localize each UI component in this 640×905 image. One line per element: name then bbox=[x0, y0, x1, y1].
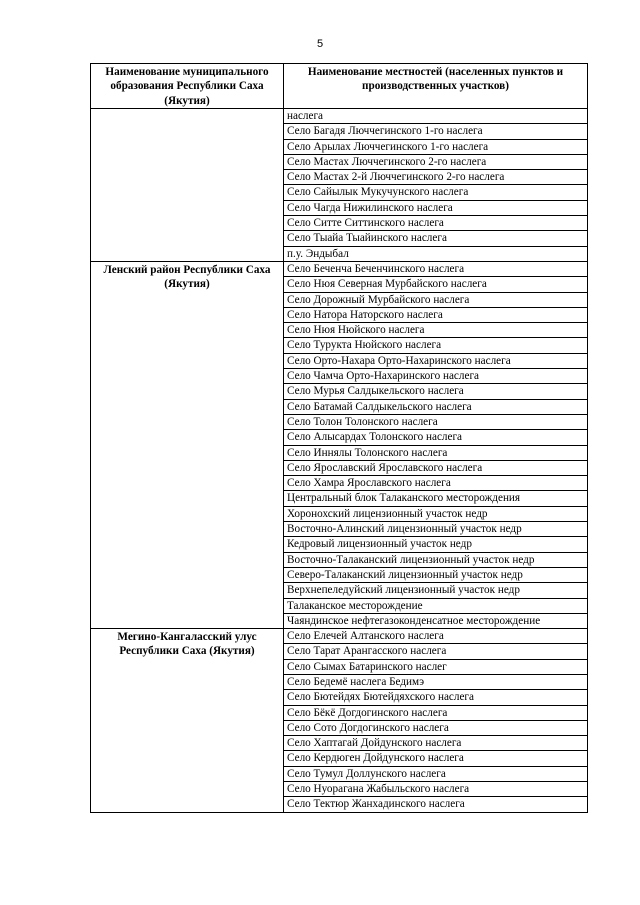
location-cell: Село Нуорагана Жабыльского наслега bbox=[284, 782, 588, 797]
location-cell: Село Тумул Доллунского наслега bbox=[284, 766, 588, 781]
location-cell: Село Бёкё Догдогинского наслега bbox=[284, 705, 588, 720]
location-cell: Село Хаптагай Дойдунского наслега bbox=[284, 736, 588, 751]
location-cell: Село Чамча Орто-Нахаринского наслега bbox=[284, 369, 588, 384]
location-cell: Село Тыайа Тыайинского наслега bbox=[284, 231, 588, 246]
location-cell: Село Батамай Салдыкельского наслега bbox=[284, 399, 588, 414]
location-cell: Село Мурья Салдыкельского наслега bbox=[284, 384, 588, 399]
table-body bbox=[91, 109, 588, 813]
location-cell: Село Орто-Нахара Орто-Нахаринского наслега bbox=[284, 353, 588, 368]
table-row bbox=[91, 109, 588, 124]
municipality-cell: Ленский район Республики Саха (Якутия) bbox=[91, 261, 284, 628]
location-cell: Село Алысардах Толонского наслега bbox=[284, 430, 588, 445]
location-cell: Восточно-Талаканский лицензионный участок недр bbox=[284, 552, 588, 567]
location-cell: Село Сымах Батаринского наслег bbox=[284, 659, 588, 674]
header-locations: Наименование местностей (населенных пунктов и производственных участков) bbox=[284, 64, 588, 109]
location-cell: Село Бютейдях Бютейдяхского наслега bbox=[284, 690, 588, 705]
table-row bbox=[91, 261, 588, 276]
location-cell: Село Багадя Люччегинского 1-го наслега bbox=[284, 124, 588, 139]
location-cell: Кедровый лицензионный участок недр bbox=[284, 537, 588, 552]
location-cell: Село Турукта Нюйского наслега bbox=[284, 338, 588, 353]
location-cell: Село Бедемё наслега Бедимэ bbox=[284, 674, 588, 689]
location-cell: Село Тектюр Жанхадинского наслега bbox=[284, 797, 588, 812]
table-row bbox=[91, 629, 588, 644]
page-number: 5 bbox=[316, 38, 324, 50]
location-cell: Хоронохский лицензионный участок недр bbox=[284, 506, 588, 521]
location-cell: Село Нюя Северная Мурбайского наслега bbox=[284, 277, 588, 292]
municipality-cell bbox=[91, 109, 284, 262]
location-cell: Село Елечей Алтанского наслега bbox=[284, 629, 588, 644]
location-cell: Село Мастах 2-й Люччегинского 2-го наслега bbox=[284, 170, 588, 185]
location-cell: Село Дорожный Мурбайского наслега bbox=[284, 292, 588, 307]
location-cell: Восточно-Алинский лицензионный участок недр bbox=[284, 522, 588, 537]
location-cell: Село Мастах Люччегинского 2-го наслега bbox=[284, 154, 588, 169]
location-cell: Чаяндинское нефтегазоконденсатное месторождение bbox=[284, 613, 588, 628]
location-cell: Село Натора Наторского наслега bbox=[284, 307, 588, 322]
location-cell: Село Тарат Арангасского наслега bbox=[284, 644, 588, 659]
location-cell: Талаканское месторождение bbox=[284, 598, 588, 613]
location-cell: Село Толон Толонского наслега bbox=[284, 414, 588, 429]
location-cell: Верхнепеледуйский лицензионный участок недр bbox=[284, 583, 588, 598]
location-cell: Село Сайылык Мукучунского наслега bbox=[284, 185, 588, 200]
location-cell: п.у. Эндыбал bbox=[284, 246, 588, 261]
location-cell: Село Беченча Беченчинского наслега bbox=[284, 261, 588, 276]
municipality-cell: Мегино-Кангаласский улус Республики Саха (Якутия) bbox=[91, 629, 284, 813]
location-cell: Село Ярославский Ярославского наслега bbox=[284, 460, 588, 475]
table-header-row bbox=[91, 64, 588, 109]
location-cell: Село Нюя Нюйского наслега bbox=[284, 323, 588, 338]
header-municipality: Наименование муниципального образования Республики Саха (Якутия) bbox=[91, 64, 284, 109]
location-cell: Село Хамра Ярославского наслега bbox=[284, 476, 588, 491]
location-cell: наслега bbox=[284, 109, 588, 124]
location-cell: Село Ситте Ситтинского наслега bbox=[284, 216, 588, 231]
location-cell: Село Кердюген Дойдунского наслега bbox=[284, 751, 588, 766]
location-cell: Село Сото Догдогинского наслега bbox=[284, 720, 588, 735]
location-cell: Центральный блок Талаканского месторождения bbox=[284, 491, 588, 506]
location-cell: Село Чагда Нижилинского наслега bbox=[284, 200, 588, 215]
location-cell: Северо-Талаканский лицензионный участок недр bbox=[284, 567, 588, 582]
locations-table bbox=[90, 63, 588, 813]
location-cell: Село Иннялы Толонского наслега bbox=[284, 445, 588, 460]
location-cell: Село Арылах Люччегинского 1-го наслега bbox=[284, 139, 588, 154]
